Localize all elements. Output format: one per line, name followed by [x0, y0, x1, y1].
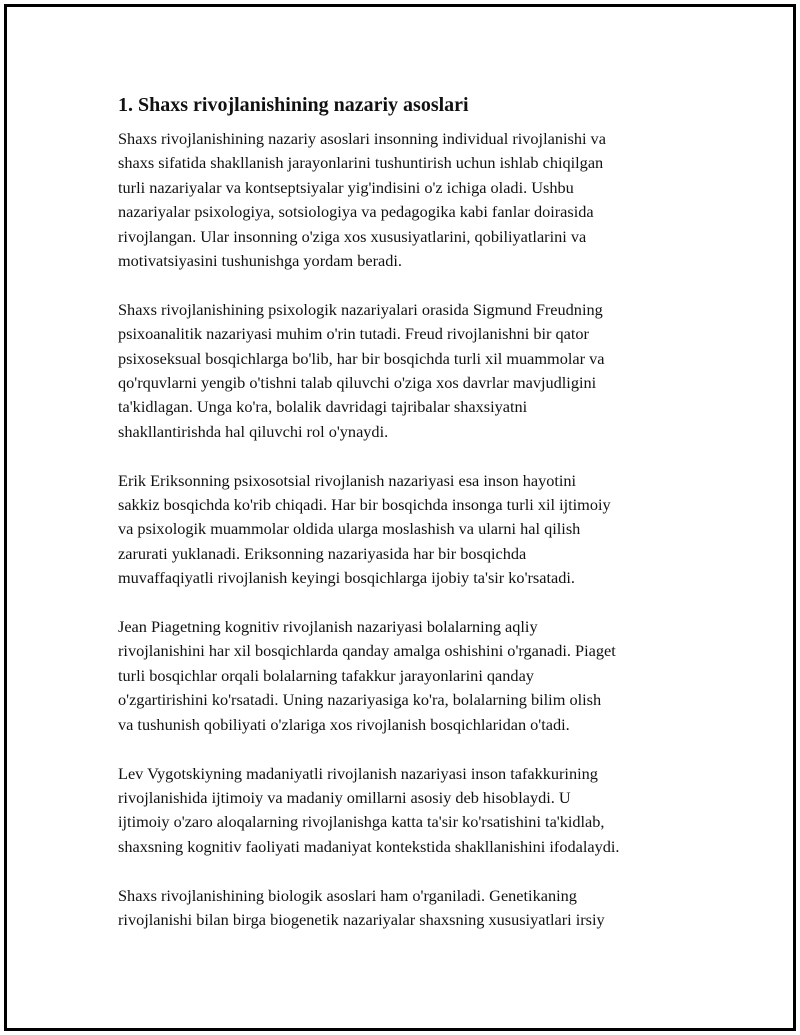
text-line: Shaxs rivojlanishining nazariy asoslari insonning individual rivojlanishi va [118, 129, 606, 148]
text-line: shaxs sifatida shakllanish jarayonlarini tushuntirish uchun ishlab chiqilgan [118, 153, 604, 173]
text-line: ta'kidlagan. Unga ko'ra, bolalik davridagi tajribalar shaxsiyatni [118, 397, 528, 417]
paragraph-5 [118, 762, 698, 860]
section-heading: 1. Shaxs rivojlanishining nazariy asoslari [118, 94, 469, 116]
text-line: Shaxs rivojlanishining psixologik nazariyalari orasida Sigmund Freudning [118, 299, 603, 319]
text-line: psixoseksual bosqichlarga bo'lib, har bir bosqichda turli xil muammolar va [118, 348, 605, 368]
text-line: psixoanalitik nazariyasi muhim o'rin tutadi. Freud rivojlanishni bir qator [118, 324, 589, 344]
text-line: sakkiz bosqichda ko'rib chiqadi. Har bir bosqichda insonga turli xil ijtimoiy [118, 495, 611, 515]
text-line: turli nazariyalar va kontseptsiyalar yig'indisini o'z ichiga oladi. Ushbu [118, 177, 574, 197]
text-line: rivojlanishini har xil bosqichlarda qanday amalga oshishini o'rganadi. Piaget [118, 641, 616, 661]
text-line: zarurati yuklanadi. Eriksonning nazariyasida har bir bosqichda [118, 543, 527, 563]
text-line: muvaffaqiyatli rivojlanish keyingi bosqichlarga ijobiy ta'sir ko'rsatadi. [118, 568, 575, 588]
text-line: va psixologik muammolar oldida ularga moslashish va ularni hal qilish [118, 519, 581, 539]
text-line: motivatsiyasini tushunishga yordam beradi. [118, 251, 402, 271]
paragraph-4 [118, 615, 698, 737]
text-line: va tushunish qobiliyati o'zlariga xos rivojlanish bosqichlaridan o'tadi. [118, 714, 570, 734]
paragraph-2 [118, 298, 698, 444]
text-line: qo'rquvlarni yengib o'tishni talab qiluvchi o'ziga xos davrlar mavjudligini [118, 373, 597, 393]
text-line: Shaxs rivojlanishining biologik asoslari ham o'rganiladi. Genetikaning [118, 885, 577, 905]
text-line: turli bosqichlar orqali bolalarning tafakkur jarayonlarini qanday [118, 665, 534, 685]
text-line: Lev Vygotskiyning madaniyatli rivojlanish nazariyasi inson tafakkurining [118, 763, 598, 783]
paragraph-6 [118, 884, 698, 933]
text-line: rivojlangan. Ular insonning o'ziga xos xususiyatlarini, qobiliyatlarini va [118, 226, 587, 246]
text-line: nazariyalar psixologiya, sotsiologiya va pedagogika kabi fanlar doirasida [118, 202, 594, 222]
paragraph-3 [118, 469, 698, 591]
text-line: rivojlanishida ijtimoiy va madaniy omillarni asosiy deb hisoblaydi. U [118, 787, 571, 807]
text-line: Erik Eriksonning psixosotsial rivojlanish nazariyasi esa inson hayotini [118, 470, 577, 490]
text-line: shakllantirishda hal qiluvchi rol o'ynaydi. [118, 421, 389, 441]
text-line: ijtimoiy o'zaro aloqalarning rivojlanishga katta ta'sir ko'rsatishini ta'kidlab, [118, 812, 605, 832]
text-line: o'zgartirishini ko'rsatadi. Uning nazariyasiga ko'ra, bolalarning bilim olish [118, 690, 602, 710]
text-line: rivojlanishi bilan birga biogenetik nazariyalar shaxsning xususiyatlari irsiy [118, 909, 605, 929]
text-line: Jean Piagetning kognitiv rivojlanish nazariyasi bolalarning aqliy [118, 617, 538, 637]
paragraph-1 [118, 127, 698, 273]
document-body [118, 93, 698, 957]
text-line: shaxsning kognitiv faoliyati madaniyat kontekstida shakllanishini ifodalaydi. [118, 836, 620, 856]
